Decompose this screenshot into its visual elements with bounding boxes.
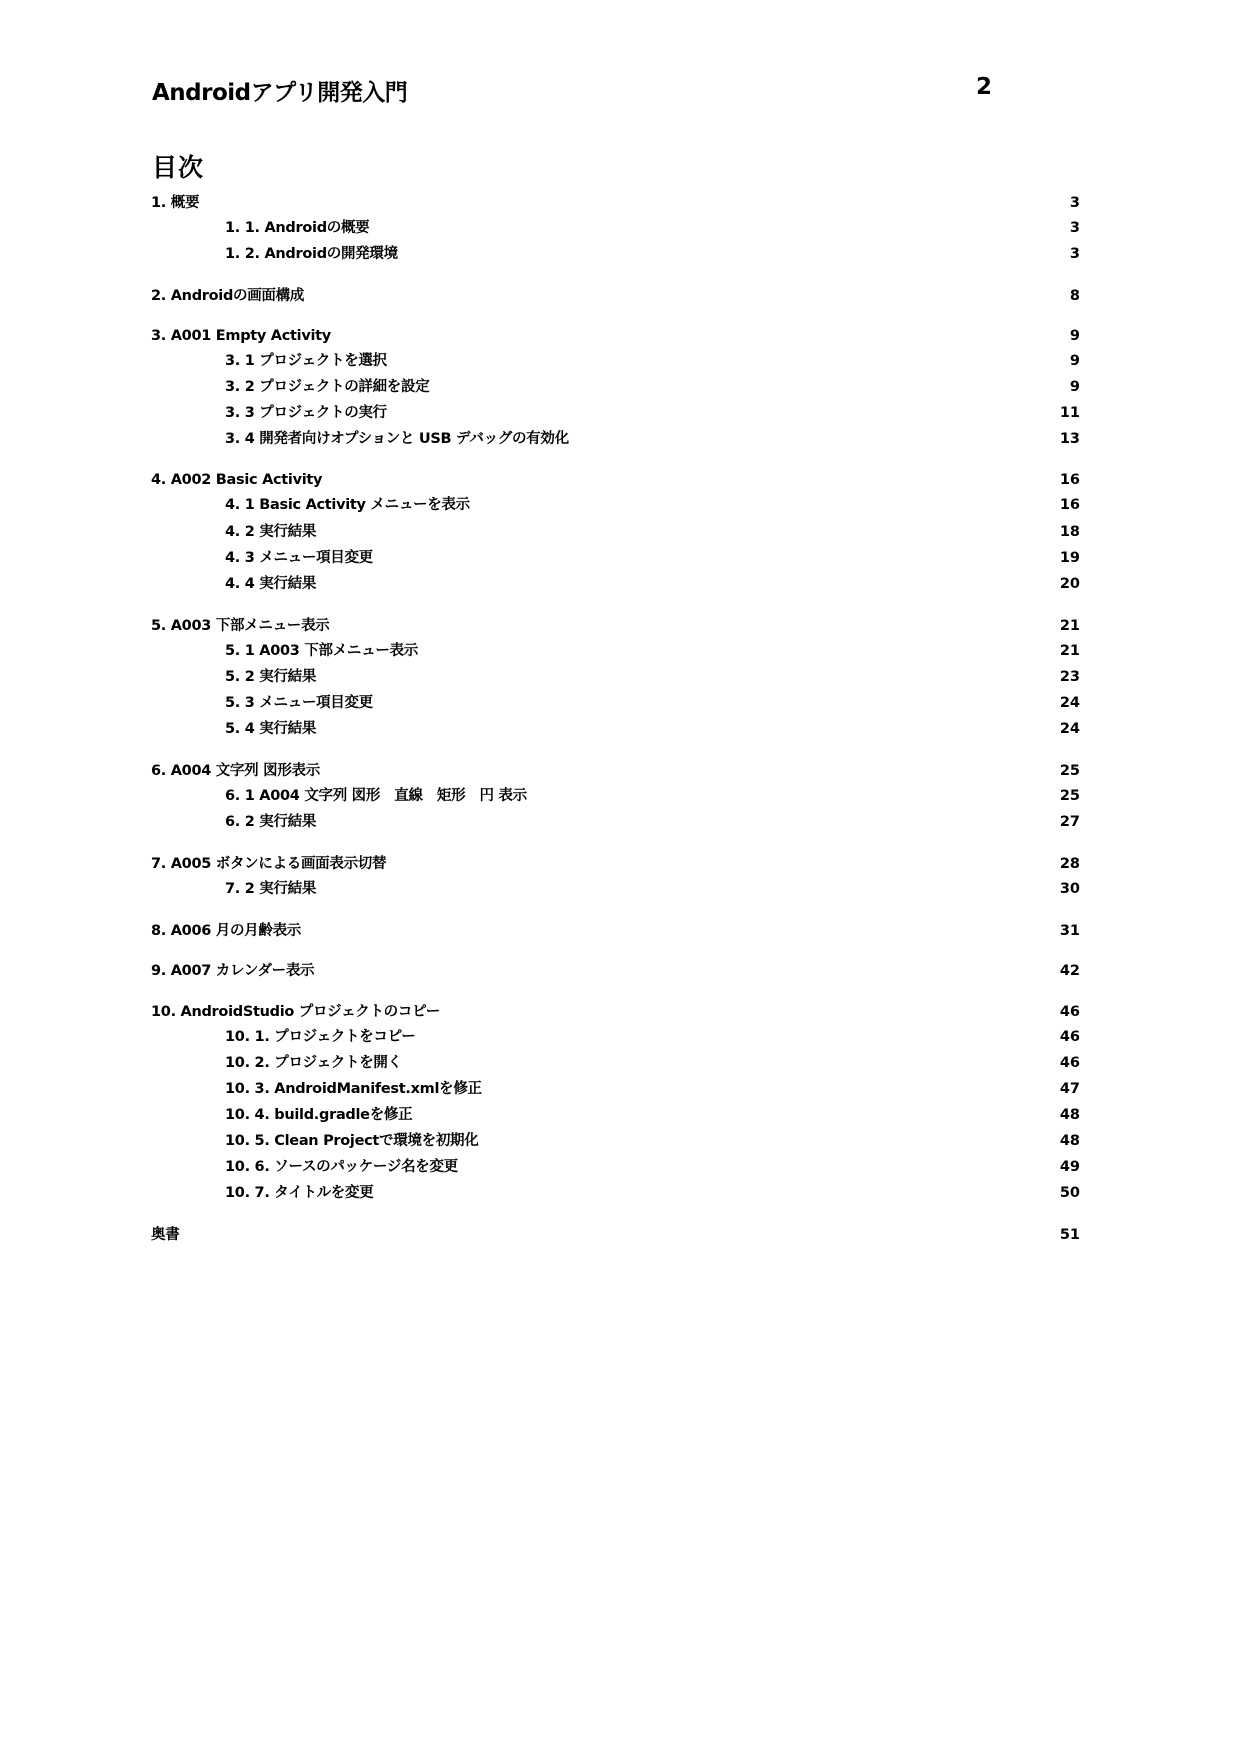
toc-entry-page: 30 — [1059, 881, 1080, 897]
toc-entry-label: 5. 4 実行結果 — [225, 721, 317, 737]
toc-entry[interactable] — [225, 217, 1080, 239]
toc-entry[interactable] — [225, 692, 1080, 714]
toc-entry-label: 10. AndroidStudio プロジェクトのコピー — [151, 1004, 440, 1020]
toc-entry-label: 9. A007 カレンダー表示 — [151, 963, 315, 979]
toc-entry-label: 4. 1 Basic Activity メニューを表示 — [225, 497, 470, 513]
toc-entry[interactable] — [225, 243, 1080, 265]
toc-entry-page: 3 — [1069, 195, 1080, 211]
toc-entry[interactable] — [225, 494, 1080, 516]
toc-entry[interactable] — [225, 878, 1080, 900]
toc-entry-page: 50 — [1059, 1185, 1080, 1201]
toc-entry-page: 8 — [1069, 288, 1080, 304]
toc-entry[interactable] — [151, 760, 1080, 782]
toc-entry[interactable] — [151, 285, 1080, 307]
toc-entry[interactable] — [151, 615, 1080, 637]
toc-entry-label: 5. A003 下部メニュー表示 — [151, 618, 330, 634]
toc-entry-label: 3. 4 開発者向けオプションと USB デバッグの有効化 — [225, 431, 569, 447]
toc-entry-label: 10. 6. ソースのパッケージ名を変更 — [225, 1159, 458, 1175]
toc-entry[interactable] — [225, 1156, 1080, 1178]
toc-entry-page: 46 — [1059, 1055, 1080, 1071]
toc-entry-page: 47 — [1059, 1081, 1080, 1097]
toc-entry-page: 3 — [1069, 220, 1080, 236]
toc-entry-page: 49 — [1059, 1159, 1080, 1175]
toc-entry-label: 5. 1 A003 下部メニュー表示 — [225, 643, 418, 659]
toc-entry[interactable] — [225, 811, 1080, 833]
toc-entry[interactable] — [225, 1182, 1080, 1204]
toc-entry-label: 1. 概要 — [151, 195, 200, 211]
toc-entry-page: 42 — [1059, 963, 1080, 979]
toc-entry-page: 46 — [1059, 1029, 1080, 1045]
toc-entry[interactable] — [151, 920, 1080, 942]
toc-entry-page: 11 — [1059, 405, 1080, 421]
toc-entry-label: 4. 3 メニュー項目変更 — [225, 550, 373, 566]
toc-entry-label: 7. A005 ボタンによる画面表示切替 — [151, 856, 387, 872]
toc-entry-page: 9 — [1069, 379, 1080, 395]
toc-entry-label: 10. 4. build.gradleを修正 — [225, 1107, 413, 1123]
toc-entry-label: 6. 1 A004 文字列 図形 直線 矩形 円 表示 — [225, 788, 527, 804]
toc-entry[interactable] — [225, 573, 1080, 595]
toc-entry-page: 18 — [1059, 524, 1080, 540]
toc-entry-label: 10. 5. Clean Projectで環境を初期化 — [225, 1133, 479, 1149]
toc-entry[interactable] — [151, 960, 1080, 982]
toc-entry[interactable] — [225, 547, 1080, 569]
toc-entry-page: 23 — [1059, 669, 1080, 685]
toc-entry-page: 21 — [1059, 618, 1080, 634]
toc-entry-label: 4. 2 実行結果 — [225, 524, 317, 540]
toc-entry-page: 25 — [1059, 788, 1080, 804]
toc-heading: 目次 — [152, 153, 205, 182]
toc-entry-page: 46 — [1059, 1004, 1080, 1020]
toc-entry-page: 19 — [1059, 550, 1080, 566]
toc-entry[interactable] — [225, 1026, 1080, 1048]
toc-entry-label: 10. 3. AndroidManifest.xmlを修正 — [225, 1081, 482, 1097]
toc-entry[interactable] — [225, 1130, 1080, 1152]
toc-entry-label: 10. 1. プロジェクトをコピー — [225, 1029, 416, 1045]
toc-entry-label: 5. 3 メニュー項目変更 — [225, 695, 373, 711]
toc-entry[interactable] — [225, 718, 1080, 740]
toc-entry[interactable] — [225, 521, 1080, 543]
toc-entry-page: 48 — [1059, 1107, 1080, 1123]
toc-entry-page: 25 — [1059, 763, 1080, 779]
toc-entry-label: 奥書 — [151, 1227, 180, 1243]
toc-entry[interactable] — [225, 666, 1080, 688]
toc-entry-page: 21 — [1059, 643, 1080, 659]
toc-entry[interactable] — [151, 1001, 1080, 1023]
toc-entry[interactable] — [151, 853, 1080, 875]
toc-entry-page: 24 — [1059, 695, 1080, 711]
toc-entry[interactable] — [225, 376, 1080, 398]
toc-entry[interactable] — [225, 640, 1080, 662]
toc-entry-label: 2. Androidの画面構成 — [151, 288, 305, 304]
toc-entry[interactable] — [225, 350, 1080, 372]
toc-entry[interactable] — [151, 192, 1080, 214]
toc-entry-page: 27 — [1059, 814, 1080, 830]
toc-entry-label: 3. 1 プロジェクトを選択 — [225, 353, 387, 369]
toc-entry-label: 6. A004 文字列 図形表示 — [151, 763, 320, 779]
toc-entry-page: 16 — [1059, 472, 1080, 488]
toc-entry-label: 3. A001 Empty Activity — [151, 328, 331, 344]
toc-entry-page: 20 — [1059, 576, 1080, 592]
toc-entry-label: 6. 2 実行結果 — [225, 814, 317, 830]
toc-entry[interactable] — [225, 1052, 1080, 1074]
toc-entry-page: 51 — [1059, 1227, 1080, 1243]
toc-entry-page: 31 — [1059, 923, 1080, 939]
toc-entry[interactable] — [151, 469, 1080, 491]
toc-entry-label: 3. 2 プロジェクトの詳細を設定 — [225, 379, 430, 395]
toc-entry-page: 3 — [1069, 246, 1080, 262]
toc-entry-label: 5. 2 実行結果 — [225, 669, 317, 685]
toc-entry[interactable] — [151, 1224, 1080, 1246]
toc-entry-label: 3. 3 プロジェクトの実行 — [225, 405, 387, 421]
toc-entry-label: 10. 7. タイトルを変更 — [225, 1185, 374, 1201]
toc-entry-label: 1. 2. Androidの開発環境 — [225, 246, 398, 262]
toc-entry[interactable] — [225, 402, 1080, 424]
toc-entry-page: 9 — [1069, 328, 1080, 344]
toc-entry[interactable] — [225, 428, 1080, 450]
toc-entry-label: 1. 1. Androidの概要 — [225, 220, 370, 236]
toc-entry-page: 9 — [1069, 353, 1080, 369]
toc-entry-label: 7. 2 実行結果 — [225, 881, 317, 897]
toc-entry[interactable] — [151, 325, 1080, 347]
toc-entry-page: 48 — [1059, 1133, 1080, 1149]
toc-entry-page: 13 — [1059, 431, 1080, 447]
toc-entry-label: 10. 2. プロジェクトを開く — [225, 1055, 402, 1071]
toc-entry-page: 28 — [1059, 856, 1080, 872]
toc-entry[interactable] — [225, 1078, 1080, 1100]
toc-entry[interactable] — [225, 785, 1080, 807]
toc-entry-label: 4. A002 Basic Activity — [151, 472, 323, 488]
page-number: 2 — [976, 74, 993, 100]
toc-entry-label: 4. 4 実行結果 — [225, 576, 317, 592]
toc-entry[interactable] — [225, 1104, 1080, 1126]
document-title: Androidアプリ開発入門 — [152, 80, 408, 106]
toc-entry-page: 16 — [1059, 497, 1080, 513]
toc-entry-label: 8. A006 月の月齢表示 — [151, 923, 301, 939]
toc-entry-page: 24 — [1059, 721, 1080, 737]
